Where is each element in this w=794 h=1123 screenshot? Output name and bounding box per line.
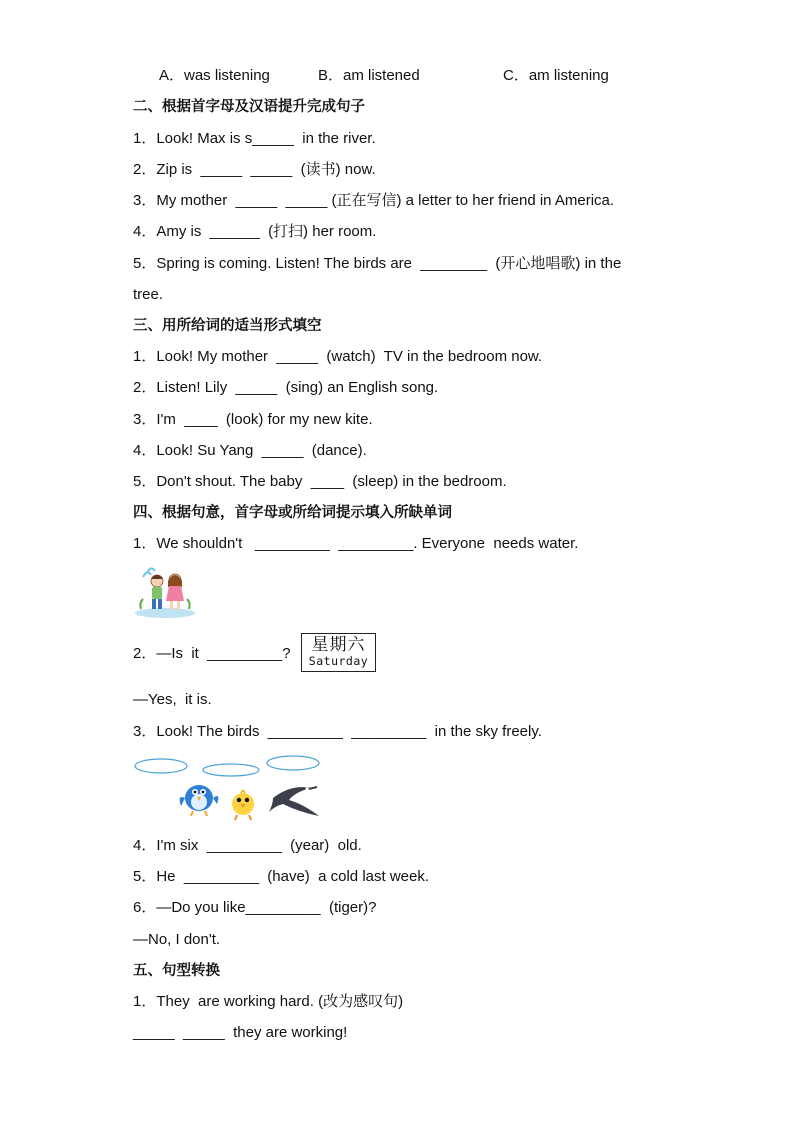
section4-q4: 4．I'm six _________ (year) old. bbox=[133, 837, 362, 854]
swallow-icon bbox=[269, 787, 319, 816]
blue-bird-icon bbox=[180, 785, 219, 816]
yellow-chick-icon bbox=[232, 791, 254, 821]
section4-q3: 3．Look! The birds _________ _________ in the sky freely. bbox=[133, 723, 542, 740]
section5-heading: 五、句型转换 bbox=[133, 963, 220, 979]
calendar-bottom-text: Saturday bbox=[308, 654, 369, 668]
section2-heading: 二、根据首字母及汉语提升完成句子 bbox=[133, 99, 365, 115]
section3-item-2: 2．Listen! Lily _____ (sing) an English song. bbox=[133, 379, 439, 396]
section5-q1: 1．They are working hard. (改为感叹句) bbox=[133, 993, 404, 1010]
section4-q6-answer: —No, I don't. bbox=[133, 931, 221, 948]
section2-item-3: 3．My mother _____ _____ (正在写信) a letter to her friend in America. bbox=[133, 192, 615, 209]
option-b: B．am listened bbox=[318, 67, 420, 84]
section2-item-1: 1．Look! Max is s_____ in the river. bbox=[133, 130, 376, 147]
section4-q1: 1．We shouldn't _________ _________. Everyone needs water. bbox=[133, 535, 579, 552]
section4-q5: 5．He _________ (have) a cold last week. bbox=[133, 868, 430, 885]
section5-q1-answer: _____ _____ they are working! bbox=[133, 1024, 348, 1041]
section2-item-5-cont: tree. bbox=[133, 286, 164, 303]
section4-q6: 6．—Do you like_________ (tiger)? bbox=[133, 899, 377, 916]
calendar-top-text: 星期六 bbox=[311, 635, 366, 655]
section3-item-5: 5．Don't shout. The baby ____ (sleep) in the bedroom. bbox=[133, 473, 507, 490]
section2-item-2: 2．Zip is _____ _____ (读书) now. bbox=[133, 161, 376, 178]
section2-item-4: 4．Amy is ______ (打扫) her room. bbox=[133, 223, 377, 240]
children-water-illustration bbox=[133, 563, 197, 619]
section4-q2: 2．—Is it _________? bbox=[133, 645, 291, 662]
section3-item-3: 3．I'm ____ (look) for my new kite. bbox=[133, 411, 373, 428]
section3-item-1: 1．Look! My mother _____ (watch) TV in the bedroom now. bbox=[133, 348, 543, 365]
section4-heading: 四、根据句意，首字母或所给词提示填入所缺单词 bbox=[133, 505, 452, 521]
section3-heading: 三、用所给词的适当形式填空 bbox=[133, 318, 322, 334]
section2-item-5: 5．Spring is coming. Listen! The birds are ________ (开心地唱歌) in the bbox=[133, 255, 622, 272]
calendar-card bbox=[301, 633, 376, 672]
birds-sky-illustration bbox=[133, 754, 328, 822]
option-c: C．am listening bbox=[503, 67, 609, 84]
section3-item-4: 4．Look! Su Yang _____ (dance). bbox=[133, 442, 367, 459]
section4-q2-answer: —Yes, it is. bbox=[133, 691, 212, 708]
option-a: A．was listening bbox=[159, 67, 270, 84]
